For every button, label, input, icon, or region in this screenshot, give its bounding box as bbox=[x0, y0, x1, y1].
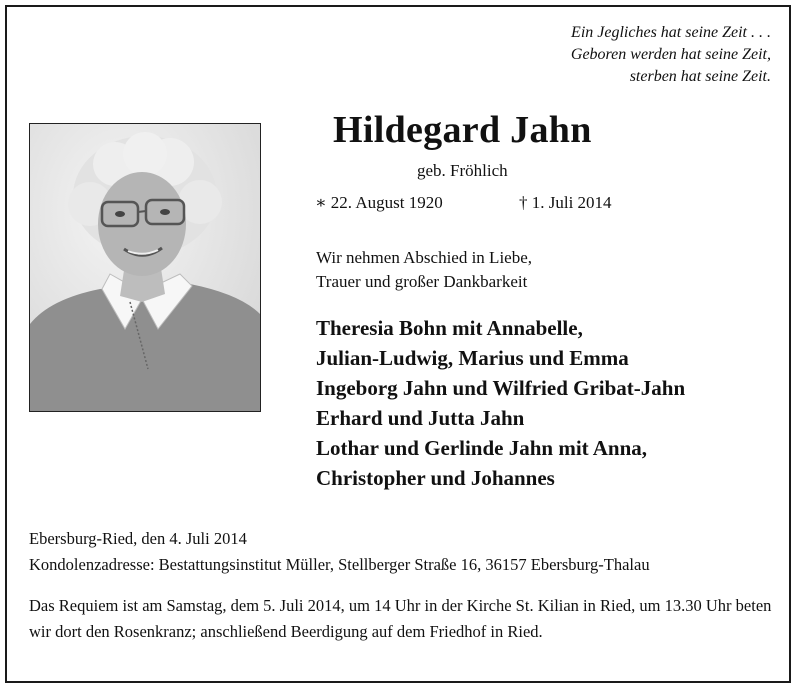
requiem-info: Das Requiem ist am Samstag, dem 5. Juli 2014, um 14 Uhr in der Kirche St. Kilian in Ried, um 13.30 Uhr beten wir dort den Rosenkranz; anschließend Beerdigung auf dem Friedhof in Ried. bbox=[29, 596, 772, 641]
quote-line: Ein Jegliches hat seine Zeit . . . bbox=[571, 24, 771, 41]
birth-date: ∗ 22. August 1920 bbox=[315, 193, 443, 212]
quote-block bbox=[571, 22, 771, 88]
deceased-name: Hildegard Jahn bbox=[333, 109, 592, 151]
farewell-line: Wir nehmen Abschied in Liebe, bbox=[316, 248, 533, 267]
family-line: Julian-Ludwig, Marius und Emma bbox=[316, 346, 629, 370]
family-line: Erhard und Jutta Jahn bbox=[316, 406, 525, 430]
family-line: Lothar und Gerlinde Jahn mit Anna, bbox=[316, 436, 648, 460]
condolence-address: Kondolenzadresse: Bestattungsinstitut Müller, Stellberger Straße 16, 36157 Ebersburg-Thalau bbox=[29, 555, 650, 574]
quote-line: sterben hat seine Zeit. bbox=[629, 68, 771, 85]
footer-info bbox=[29, 526, 650, 578]
death-date: † 1. Juli 2014 bbox=[519, 193, 612, 212]
farewell-text bbox=[316, 246, 532, 294]
family-line: Theresia Bohn mit Annabelle, bbox=[316, 316, 583, 340]
portrait-illustration bbox=[30, 124, 260, 411]
place-date: Ebersburg-Ried, den 4. Juli 2014 bbox=[29, 529, 247, 548]
family-list bbox=[316, 313, 685, 493]
family-line: Ingeborg Jahn und Wilfried Gribat-Jahn bbox=[316, 376, 686, 400]
quote-line: Geboren werden hat seine Zeit, bbox=[570, 46, 771, 63]
family-line: Christopher und Johannes bbox=[316, 466, 555, 490]
birth-name: geb. Fröhlich bbox=[417, 161, 508, 180]
portrait-photo bbox=[29, 123, 261, 412]
farewell-line: Trauer und großer Dankbarkeit bbox=[316, 272, 528, 291]
